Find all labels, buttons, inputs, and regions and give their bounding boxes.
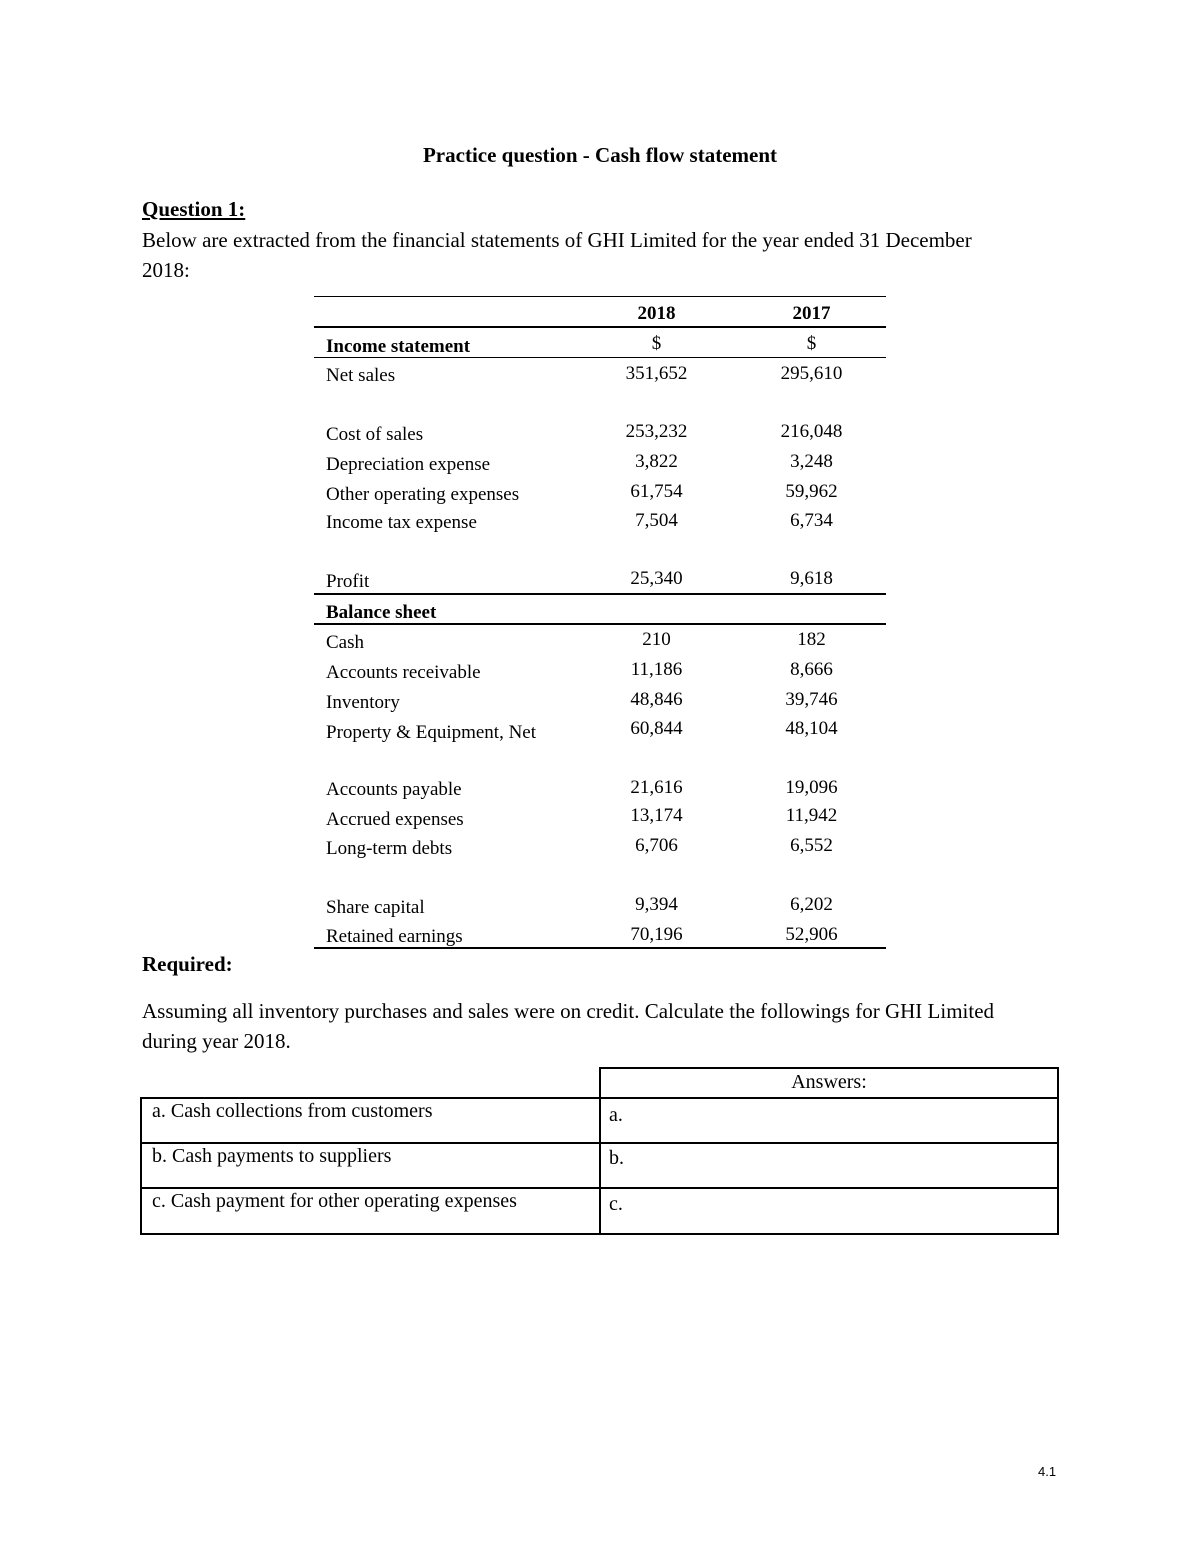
row-value-2018: 70,196 (630, 924, 683, 945)
answer-cell-b[interactable] (599, 1142, 1059, 1189)
row-label: Cost of sales (326, 424, 424, 445)
row-value-2018: 11,186 (630, 659, 683, 680)
row-label: Inventory (326, 692, 400, 713)
row-label: Long-term debts (326, 838, 453, 859)
row-label-profit: Profit (326, 571, 370, 592)
row-value-2017: 295,610 (780, 363, 843, 384)
answers-header: Answers: (791, 1071, 867, 1093)
row-value-2017: 19,096 (785, 777, 838, 798)
question-a: a. Cash collections from customers (152, 1100, 433, 1122)
row-value-2018: 13,174 (630, 805, 683, 826)
currency-2018: $ (651, 333, 662, 354)
profit-rule (314, 593, 886, 595)
row-label: Accounts payable (326, 779, 462, 800)
row-value-2018: 21,616 (630, 777, 683, 798)
row-value-2018: 7,504 (635, 510, 678, 531)
balance-heading-rule (314, 623, 886, 625)
question-b: b. Cash payments to suppliers (152, 1145, 392, 1167)
column-header-2018: 2018 (637, 303, 676, 324)
income-heading-rule (314, 357, 886, 358)
answer-a: a. (609, 1104, 623, 1126)
page-number: 4.1 (1038, 1464, 1057, 1479)
row-value-2017: 9,618 (790, 568, 833, 589)
row-label: Property & Equipment, Net (326, 722, 537, 743)
row-value-2018: 253,232 (625, 421, 688, 442)
row-label: Income tax expense (326, 512, 477, 533)
row-value-2017: 52,906 (785, 924, 838, 945)
row-value-2018: 3,822 (635, 451, 678, 472)
row-label: Net sales (326, 365, 396, 386)
row-value-2018: 351,652 (625, 363, 688, 384)
row-label: Retained earnings (326, 926, 463, 947)
row-value-2017: 8,666 (790, 659, 833, 680)
row-value-2017: 11,942 (785, 805, 838, 826)
row-value-2018: 6,706 (635, 835, 678, 856)
required-text: Assuming all inventory purchases and sales were on credit. Calculate the followings for GHI Limited during year 2018. (142, 999, 995, 1053)
row-value-2018: 25,340 (630, 568, 683, 589)
row-value-2017: 6,734 (790, 510, 833, 531)
row-value-2017: 39,746 (785, 689, 838, 710)
question-heading: Question 1: (142, 197, 246, 221)
row-value-2017: 6,202 (790, 894, 833, 915)
answer-c: c. (609, 1193, 623, 1215)
page-title: Practice question - Cash flow statement (422, 143, 778, 167)
row-label: Cash (326, 632, 364, 653)
income-statement-heading: Income statement (326, 336, 471, 357)
row-label: Accrued expenses (326, 809, 464, 830)
header-rule (314, 326, 886, 328)
balance-sheet-heading: Balance sheet (326, 602, 437, 623)
row-value-2018: 9,394 (635, 894, 678, 915)
answer-cell-a[interactable] (599, 1097, 1059, 1144)
row-value-2018: 60,844 (630, 718, 683, 739)
row-value-2018: 210 (642, 629, 671, 650)
required-heading: Required: (142, 952, 233, 976)
answer-cell-c[interactable] (599, 1187, 1059, 1235)
column-header-2017: 2017 (792, 303, 831, 324)
answer-b: b. (609, 1147, 624, 1169)
row-value-2017: 216,048 (780, 421, 843, 442)
row-value-2017: 59,962 (785, 481, 838, 502)
row-label: Share capital (326, 897, 425, 918)
row-value-2017: 48,104 (785, 718, 838, 739)
row-label: Other operating expenses (326, 484, 520, 505)
answers-table (140, 1067, 1059, 1235)
question-c: c. Cash payment for other operating expenses (152, 1190, 517, 1212)
row-value-2017: 182 (797, 629, 826, 650)
currency-2017: $ (806, 333, 817, 354)
table-bottom-rule (314, 947, 886, 949)
table-top-rule (314, 296, 886, 297)
row-value-2018: 48,846 (630, 689, 683, 710)
question-intro: Below are extracted from the financial statements of GHI Limited for the year ended 31 December 2018: (142, 228, 972, 282)
row-value-2017: 3,248 (790, 451, 833, 472)
row-label: Depreciation expense (326, 454, 491, 475)
row-label: Accounts receivable (326, 662, 481, 683)
row-value-2017: 6,552 (790, 835, 833, 856)
row-value-2018: 61,754 (630, 481, 683, 502)
